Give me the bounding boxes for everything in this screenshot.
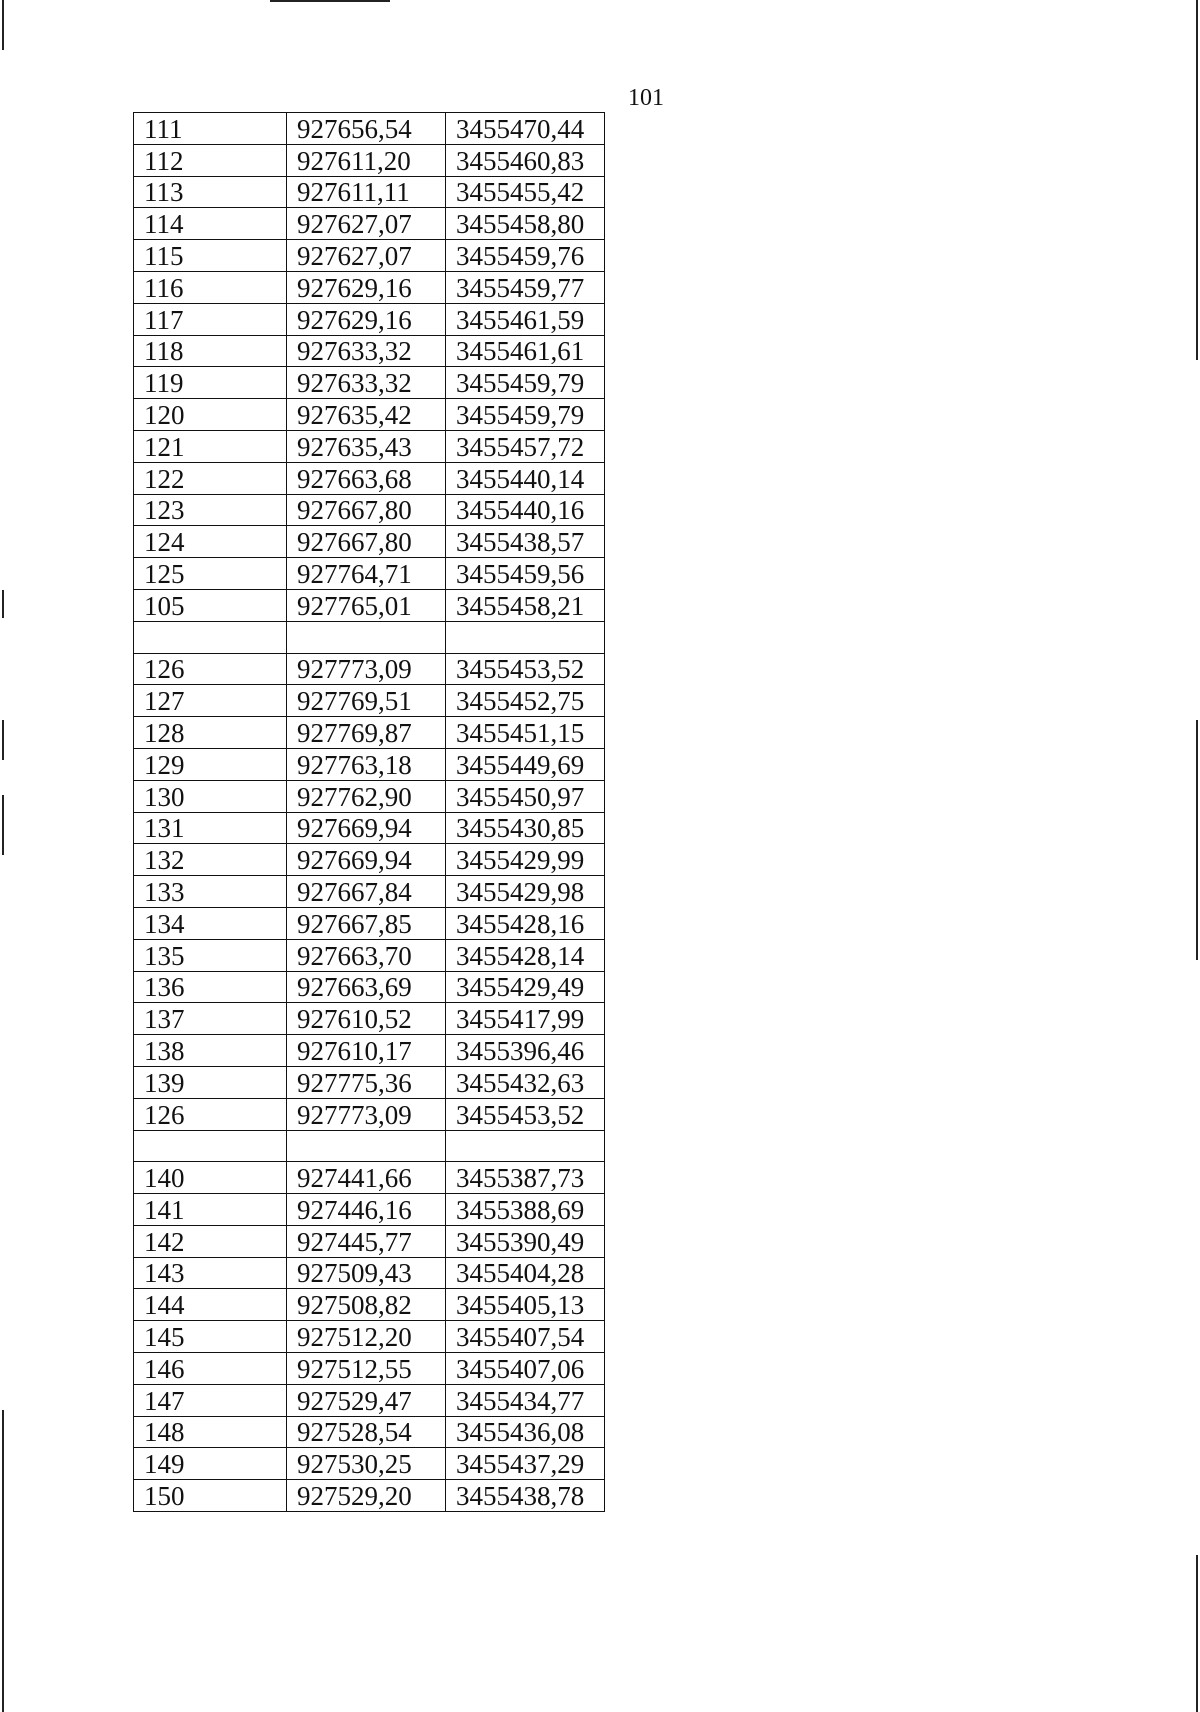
x-coordinate-cell: 927610,52 <box>287 1003 446 1035</box>
point-number-cell: 146 <box>134 1353 287 1385</box>
x-coordinate-cell: 927441,66 <box>287 1162 446 1194</box>
table-row <box>134 303 605 335</box>
table-row <box>134 876 605 908</box>
y-coordinate-cell: 3455430,85 <box>446 812 605 844</box>
x-coordinate-cell: 927669,94 <box>287 812 446 844</box>
table-row <box>134 558 605 590</box>
table-row <box>134 1035 605 1067</box>
y-coordinate-cell: 3455453,52 <box>446 1098 605 1130</box>
x-coordinate-cell: 927769,51 <box>287 685 446 717</box>
x-coordinate-cell: 927529,20 <box>287 1480 446 1512</box>
coordinates-table-body <box>134 113 605 1512</box>
point-number-cell: 128 <box>134 717 287 749</box>
x-coordinate-cell: 927611,20 <box>287 144 446 176</box>
y-coordinate-cell: 3455405,13 <box>446 1289 605 1321</box>
table-row <box>134 1003 605 1035</box>
y-coordinate-cell: 3455417,99 <box>446 1003 605 1035</box>
y-coordinate-cell: 3455436,08 <box>446 1416 605 1448</box>
y-coordinate-cell: 3455404,28 <box>446 1257 605 1289</box>
table-row <box>134 399 605 431</box>
point-number-cell: 149 <box>134 1448 287 1480</box>
x-coordinate-cell: 927667,84 <box>287 876 446 908</box>
x-coordinate-cell: 927529,47 <box>287 1384 446 1416</box>
x-coordinate-cell: 927775,36 <box>287 1066 446 1098</box>
x-coordinate-cell: 927530,25 <box>287 1448 446 1480</box>
table-row <box>134 844 605 876</box>
y-coordinate-cell: 3455461,61 <box>446 335 605 367</box>
table-row <box>134 1225 605 1257</box>
y-coordinate-cell: 3455396,46 <box>446 1035 605 1067</box>
scan-edge-left <box>2 795 4 855</box>
point-number-cell <box>134 621 287 653</box>
scan-edge-left <box>2 0 4 50</box>
y-coordinate-cell: 3455390,49 <box>446 1225 605 1257</box>
x-coordinate-cell: 927663,68 <box>287 462 446 494</box>
point-number-cell: 137 <box>134 1003 287 1035</box>
table-row <box>134 685 605 717</box>
point-number-cell: 147 <box>134 1384 287 1416</box>
point-number-cell: 126 <box>134 1098 287 1130</box>
coordinates-table <box>133 112 605 1512</box>
table-row <box>134 589 605 621</box>
y-coordinate-cell: 3455455,42 <box>446 176 605 208</box>
point-number-cell: 150 <box>134 1480 287 1512</box>
table-row <box>134 748 605 780</box>
table-row <box>134 1162 605 1194</box>
table-row <box>134 907 605 939</box>
table-row <box>134 240 605 272</box>
x-coordinate-cell: 927635,43 <box>287 430 446 462</box>
table-row <box>134 1098 605 1130</box>
y-coordinate-cell: 3455459,79 <box>446 367 605 399</box>
point-number-cell: 122 <box>134 462 287 494</box>
y-coordinate-cell: 3455434,77 <box>446 1384 605 1416</box>
point-number-cell: 140 <box>134 1162 287 1194</box>
point-number-cell: 127 <box>134 685 287 717</box>
y-coordinate-cell: 3455438,57 <box>446 526 605 558</box>
y-coordinate-cell: 3455461,59 <box>446 303 605 335</box>
point-number-cell: 119 <box>134 367 287 399</box>
point-number-cell: 121 <box>134 430 287 462</box>
y-coordinate-cell: 3455452,75 <box>446 685 605 717</box>
point-number-cell: 142 <box>134 1225 287 1257</box>
x-coordinate-cell: 927633,32 <box>287 335 446 367</box>
point-number-cell: 135 <box>134 939 287 971</box>
y-coordinate-cell: 3455429,49 <box>446 971 605 1003</box>
y-coordinate-cell: 3455451,15 <box>446 717 605 749</box>
table-row <box>134 1416 605 1448</box>
x-coordinate-cell: 927667,85 <box>287 907 446 939</box>
y-coordinate-cell: 3455457,72 <box>446 430 605 462</box>
y-coordinate-cell: 3455459,77 <box>446 271 605 303</box>
point-number-cell: 125 <box>134 558 287 590</box>
x-coordinate-cell: 927445,77 <box>287 1225 446 1257</box>
table-row <box>134 113 605 145</box>
y-coordinate-cell: 3455459,76 <box>446 240 605 272</box>
y-coordinate-cell: 3455458,21 <box>446 589 605 621</box>
x-coordinate-cell: 927663,69 <box>287 971 446 1003</box>
scan-edge-left <box>2 590 4 618</box>
table-row <box>134 1353 605 1385</box>
x-coordinate-cell: 927528,54 <box>287 1416 446 1448</box>
y-coordinate-cell: 3455388,69 <box>446 1194 605 1226</box>
point-number-cell: 141 <box>134 1194 287 1226</box>
table-row <box>134 1130 605 1162</box>
point-number-cell: 134 <box>134 907 287 939</box>
x-coordinate-cell: 927629,16 <box>287 303 446 335</box>
point-number-cell: 105 <box>134 589 287 621</box>
x-coordinate-cell: 927769,87 <box>287 717 446 749</box>
x-coordinate-cell: 927629,16 <box>287 271 446 303</box>
x-coordinate-cell: 927765,01 <box>287 589 446 621</box>
point-number-cell: 143 <box>134 1257 287 1289</box>
point-number-cell: 120 <box>134 399 287 431</box>
point-number-cell: 131 <box>134 812 287 844</box>
x-coordinate-cell: 927667,80 <box>287 494 446 526</box>
point-number-cell: 138 <box>134 1035 287 1067</box>
y-coordinate-cell: 3455437,29 <box>446 1448 605 1480</box>
scan-edge-right <box>1196 1555 1198 1712</box>
y-coordinate-cell: 3455407,54 <box>446 1321 605 1353</box>
x-coordinate-cell: 927773,09 <box>287 653 446 685</box>
x-coordinate-cell: 927627,07 <box>287 240 446 272</box>
x-coordinate-cell: 927512,20 <box>287 1321 446 1353</box>
x-coordinate-cell: 927512,55 <box>287 1353 446 1385</box>
x-coordinate-cell: 927663,70 <box>287 939 446 971</box>
point-number-cell: 130 <box>134 780 287 812</box>
point-number-cell: 112 <box>134 144 287 176</box>
point-number-cell: 139 <box>134 1066 287 1098</box>
x-coordinate-cell: 927762,90 <box>287 780 446 812</box>
x-coordinate-cell: 927633,32 <box>287 367 446 399</box>
table-row <box>134 208 605 240</box>
y-coordinate-cell: 3455453,52 <box>446 653 605 685</box>
y-coordinate-cell: 3455387,73 <box>446 1162 605 1194</box>
y-coordinate-cell: 3455460,83 <box>446 144 605 176</box>
table-row <box>134 717 605 749</box>
y-coordinate-cell: 3455429,99 <box>446 844 605 876</box>
point-number-cell: 114 <box>134 208 287 240</box>
point-number-cell: 116 <box>134 271 287 303</box>
y-coordinate-cell: 3455458,80 <box>446 208 605 240</box>
x-coordinate-cell: 927773,09 <box>287 1098 446 1130</box>
x-coordinate-cell: 927508,82 <box>287 1289 446 1321</box>
x-coordinate-cell <box>287 1130 446 1162</box>
y-coordinate-cell: 3455449,69 <box>446 748 605 780</box>
y-coordinate-cell: 3455459,56 <box>446 558 605 590</box>
point-number-cell: 113 <box>134 176 287 208</box>
table-row <box>134 939 605 971</box>
table-row <box>134 1194 605 1226</box>
point-number-cell: 118 <box>134 335 287 367</box>
table-row <box>134 430 605 462</box>
point-number-cell: 136 <box>134 971 287 1003</box>
table-row <box>134 1321 605 1353</box>
scan-edge-right <box>1196 0 1198 360</box>
point-number-cell: 117 <box>134 303 287 335</box>
point-number-cell: 115 <box>134 240 287 272</box>
point-number-cell: 132 <box>134 844 287 876</box>
y-coordinate-cell: 3455407,06 <box>446 1353 605 1385</box>
y-coordinate-cell: 3455440,14 <box>446 462 605 494</box>
x-coordinate-cell: 927656,54 <box>287 113 446 145</box>
table-row <box>134 1384 605 1416</box>
table-row <box>134 971 605 1003</box>
table-row <box>134 621 605 653</box>
page-number: 101 <box>628 85 664 111</box>
x-coordinate-cell: 927610,17 <box>287 1035 446 1067</box>
point-number-cell: 126 <box>134 653 287 685</box>
x-coordinate-cell: 927635,42 <box>287 399 446 431</box>
table-row <box>134 780 605 812</box>
x-coordinate-cell: 927627,07 <box>287 208 446 240</box>
table-row <box>134 494 605 526</box>
point-number-cell: 123 <box>134 494 287 526</box>
table-row <box>134 1289 605 1321</box>
y-coordinate-cell: 3455450,97 <box>446 780 605 812</box>
x-coordinate-cell: 927509,43 <box>287 1257 446 1289</box>
table-row <box>134 812 605 844</box>
table-row <box>134 1448 605 1480</box>
table-row <box>134 653 605 685</box>
y-coordinate-cell: 3455440,16 <box>446 494 605 526</box>
x-coordinate-cell: 927667,80 <box>287 526 446 558</box>
scan-edge-top <box>270 0 390 2</box>
table-row <box>134 176 605 208</box>
table-row <box>134 1257 605 1289</box>
y-coordinate-cell: 3455470,44 <box>446 113 605 145</box>
x-coordinate-cell: 927764,71 <box>287 558 446 590</box>
y-coordinate-cell: 3455428,14 <box>446 939 605 971</box>
y-coordinate-cell <box>446 621 605 653</box>
scan-edge-left <box>2 1410 4 1712</box>
point-number-cell: 145 <box>134 1321 287 1353</box>
point-number-cell: 129 <box>134 748 287 780</box>
table-row <box>134 526 605 558</box>
table-row <box>134 144 605 176</box>
x-coordinate-cell: 927763,18 <box>287 748 446 780</box>
point-number-cell: 144 <box>134 1289 287 1321</box>
table-row <box>134 1066 605 1098</box>
point-number-cell <box>134 1130 287 1162</box>
table-row <box>134 462 605 494</box>
point-number-cell: 133 <box>134 876 287 908</box>
scan-edge-right <box>1196 720 1198 960</box>
x-coordinate-cell <box>287 621 446 653</box>
table-row <box>134 271 605 303</box>
point-number-cell: 124 <box>134 526 287 558</box>
point-number-cell: 111 <box>134 113 287 145</box>
y-coordinate-cell: 3455438,78 <box>446 1480 605 1512</box>
table-row <box>134 367 605 399</box>
table-row <box>134 1480 605 1512</box>
x-coordinate-cell: 927446,16 <box>287 1194 446 1226</box>
y-coordinate-cell: 3455432,63 <box>446 1066 605 1098</box>
y-coordinate-cell: 3455459,79 <box>446 399 605 431</box>
y-coordinate-cell: 3455428,16 <box>446 907 605 939</box>
y-coordinate-cell: 3455429,98 <box>446 876 605 908</box>
point-number-cell: 148 <box>134 1416 287 1448</box>
scan-edge-left <box>2 720 4 760</box>
y-coordinate-cell <box>446 1130 605 1162</box>
table-row <box>134 335 605 367</box>
x-coordinate-cell: 927669,94 <box>287 844 446 876</box>
x-coordinate-cell: 927611,11 <box>287 176 446 208</box>
